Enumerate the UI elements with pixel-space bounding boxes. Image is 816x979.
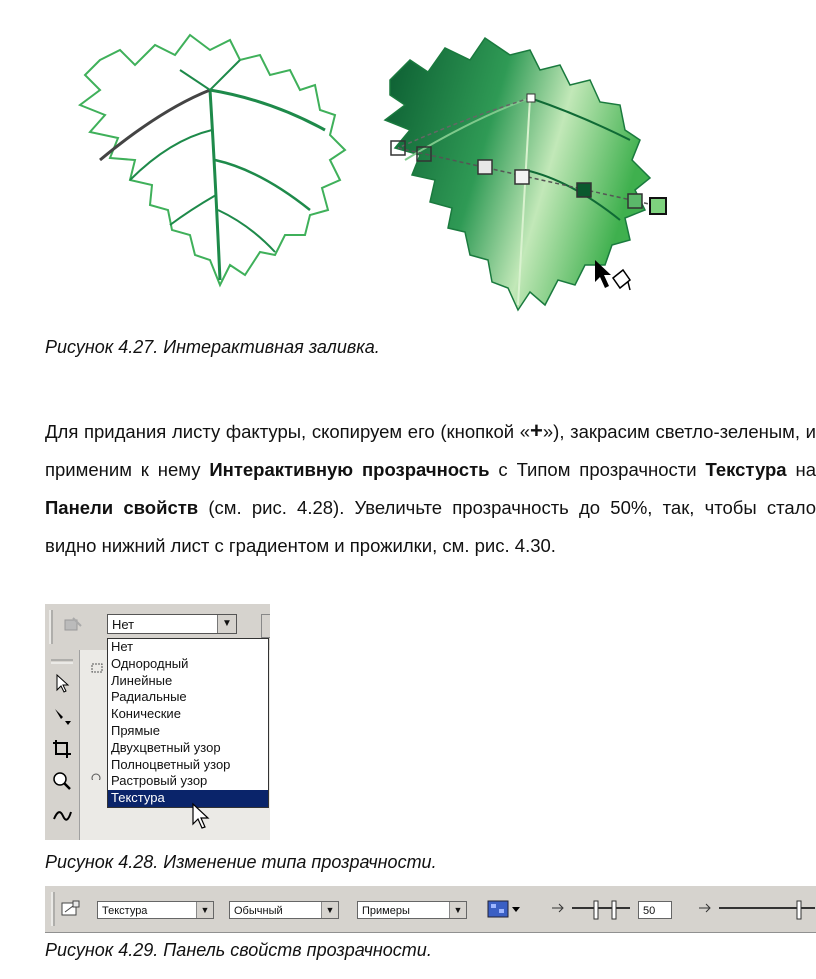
outline-leaf xyxy=(80,35,345,285)
transparency-type-combo[interactable] xyxy=(97,901,214,919)
mouse-pointer-icon xyxy=(190,802,212,832)
dropdown-option[interactable]: Линейные xyxy=(111,672,173,688)
edit-transparency-icon[interactable] xyxy=(61,900,81,918)
chevron-down-icon[interactable]: ▼ xyxy=(217,615,236,633)
dropdown-option[interactable]: Нет xyxy=(111,639,134,654)
transparency-type-options[interactable] xyxy=(107,638,269,808)
text-run: (см. рис. 4.28). Увеличьте прозрачность до 50%, так, чтобы стало видно нижний лист с градиентом и прожилки, см. рис. 4.30. xyxy=(45,497,816,556)
gradient-leaf xyxy=(385,38,666,310)
dropdown-option[interactable]: Однородный xyxy=(111,655,189,671)
figure-caption: Рисунок 4.29. Панель свойств прозрачности. xyxy=(45,940,432,960)
transparency-slider-icon[interactable] xyxy=(550,898,634,922)
dropdown-option[interactable]: Текстура xyxy=(108,790,268,807)
transparency-type-select[interactable] xyxy=(107,614,237,634)
dropdown-option[interactable]: Двухцветный узор xyxy=(111,739,221,755)
freehand-tool-icon[interactable] xyxy=(51,804,73,826)
leaf-illustration xyxy=(60,20,700,320)
zoom-tool-icon[interactable] xyxy=(51,770,73,792)
dropdown-option[interactable]: Прямые xyxy=(111,722,160,738)
figure-caption: Рисунок 4.28. Изменение типа прозрачности. xyxy=(45,852,437,872)
texture-library-combo[interactable] xyxy=(357,901,467,919)
texture-picker-icon[interactable] xyxy=(487,899,523,921)
bold-term: Интерактивную прозрачность xyxy=(209,459,490,480)
body-paragraph xyxy=(45,412,816,565)
dropdown-option[interactable]: Радиальные xyxy=(111,689,187,705)
transparency-value-field[interactable]: 50 xyxy=(638,901,672,919)
toolbar-grip-icon xyxy=(49,610,55,644)
shape-tool-icon[interactable] xyxy=(51,705,73,727)
transparency-mode-combo[interactable] xyxy=(229,901,339,919)
text-run: на xyxy=(786,459,816,480)
toolbox xyxy=(45,650,80,840)
bold-term: Панели свойств xyxy=(45,497,199,518)
text-run: с Типом прозрачности xyxy=(489,459,706,480)
dropdown-option[interactable]: Растровый узор xyxy=(111,773,208,789)
combo-value: Обычный xyxy=(234,905,283,917)
text-run: »), закрасим светло-зеленым, и применим к нему xyxy=(45,421,816,480)
crop-tool-icon[interactable] xyxy=(51,738,73,760)
transparency-tool-icon[interactable] xyxy=(63,616,83,634)
transparency-end-slider-icon[interactable] xyxy=(697,898,816,922)
bold-term: Текстура xyxy=(705,459,787,480)
toolbar-grip-icon xyxy=(51,892,57,926)
text-run: Для придания листу фактуры, скопируем его (кнопкой « xyxy=(45,421,531,442)
combo-value: Примеры xyxy=(362,905,410,917)
figure-caption: Рисунок 4.27. Интерактивная заливка. xyxy=(45,337,380,357)
dropdown-option[interactable]: Полноцветный узор xyxy=(111,756,231,772)
select-value: Нет xyxy=(112,617,135,632)
transparency-type-screenshot xyxy=(45,604,270,840)
transparency-property-bar xyxy=(45,885,816,933)
next-control-edge xyxy=(261,614,270,638)
chevron-down-icon[interactable]: ▼ xyxy=(449,902,466,918)
chevron-down-icon[interactable]: ▼ xyxy=(196,902,213,918)
dropdown-option[interactable]: Конические xyxy=(111,706,181,722)
combo-value: Текстура xyxy=(102,905,148,917)
plus-icon: + xyxy=(530,418,543,443)
pick-tool-icon[interactable] xyxy=(51,672,73,694)
chevron-down-icon[interactable]: ▼ xyxy=(321,902,338,918)
